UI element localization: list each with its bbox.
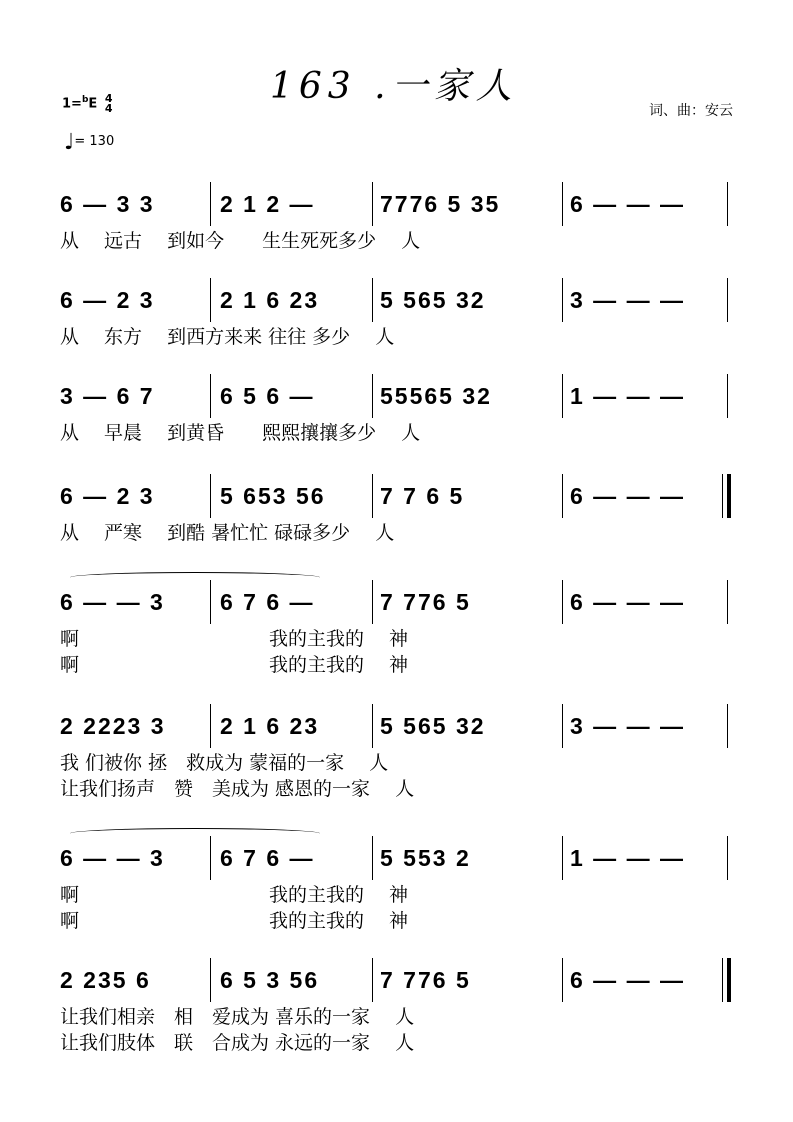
measure: 2 1 2 — — [220, 190, 315, 217]
lyric-line: 啊 我的主我的 神 — [60, 654, 409, 676]
lyric-line: 我 们被你 拯 救成为 蒙福的一家 人 — [60, 752, 389, 774]
lyrics-block — [60, 624, 735, 676]
music-system — [60, 580, 735, 676]
lyric-line: 让我们肢体 联 合成为 永远的一家 人 — [60, 1032, 415, 1054]
lyric-line: 从 严寒 到酷 暑忙忙 碌碌多少 人 — [60, 522, 395, 544]
barline — [562, 958, 563, 1002]
measure: 7776 5 35 — [380, 190, 501, 217]
measure: 1 — — — — [570, 382, 685, 409]
music-system — [60, 374, 735, 444]
measure: 2 1 6 23 — [220, 712, 320, 739]
measure: 55565 32 — [380, 382, 492, 409]
barline — [727, 278, 728, 322]
credits: 词、曲：安云 — [649, 103, 733, 119]
music-system — [60, 278, 735, 348]
barline — [210, 836, 211, 880]
lyrics-block — [60, 880, 735, 932]
notes-row — [60, 704, 735, 748]
barline — [727, 374, 728, 418]
barline — [727, 704, 728, 748]
measure: 7 776 5 — [380, 966, 471, 993]
measure: 5 565 32 — [380, 712, 486, 739]
measure: 6 7 6 — — [220, 844, 315, 871]
measure: 7 776 5 — [380, 588, 471, 615]
barline — [727, 182, 728, 226]
barline — [727, 836, 728, 880]
measure: 6 — — — — [570, 966, 685, 993]
music-system — [60, 474, 735, 544]
lyric-line: 从 早晨 到黄昏 熙熙攘攘多少 人 — [60, 422, 421, 444]
measure: 5 565 32 — [380, 286, 486, 313]
notes-row — [60, 374, 735, 418]
barline — [727, 580, 728, 624]
barline — [562, 836, 563, 880]
barline — [372, 182, 373, 226]
measure: 6 — — 3 — [60, 588, 165, 615]
barline — [210, 474, 211, 518]
lyrics-block — [60, 418, 735, 444]
barline — [562, 182, 563, 226]
measure: 6 — — — — [570, 482, 685, 509]
lyrics-block — [60, 748, 735, 800]
lyric-line: 啊 我的主我的 神 — [60, 884, 409, 906]
tempo-marking — [64, 130, 114, 155]
measure: 6 — — — — [570, 588, 685, 615]
measure: 7 7 6 5 — [380, 482, 465, 509]
tie-arc — [70, 572, 320, 583]
barline — [210, 580, 211, 624]
measure: 6 5 6 — — [220, 382, 315, 409]
barline — [372, 278, 373, 322]
measure: 6 5 3 56 — [220, 966, 320, 993]
lyric-line: 让我们相亲 相 爱成为 喜乐的一家 人 — [60, 1006, 415, 1028]
notes-row — [60, 474, 735, 518]
measure: 2 1 6 23 — [220, 286, 320, 313]
barline — [372, 474, 373, 518]
time-signature: 4 4 — [104, 92, 113, 115]
measure: 6 7 6 — — [220, 588, 315, 615]
barline — [372, 836, 373, 880]
measure: 6 — — — — [570, 190, 685, 217]
lyric-line: 让我们扬声 赞 美成为 感恩的一家 人 — [60, 778, 415, 800]
measure: 2 2223 3 — [60, 712, 166, 739]
measure: 3 — — — — [570, 286, 685, 313]
barline — [562, 374, 563, 418]
barline — [727, 474, 731, 518]
barline — [727, 958, 731, 1002]
lyrics-block — [60, 322, 735, 348]
measure: 6 — 2 3 — [60, 482, 155, 509]
tempo-value: = 130 — [74, 134, 115, 149]
key-note: E — [88, 96, 98, 112]
notes-row — [60, 958, 735, 1002]
lyrics-block — [60, 518, 735, 544]
measure: 5 553 2 — [380, 844, 471, 871]
flat-sign: b — [81, 95, 89, 106]
quarter-note-icon: ♩ — [64, 130, 75, 155]
lyrics-block — [60, 226, 735, 252]
measure: 1 — — — — [570, 844, 685, 871]
measure: 2 235 6 — [60, 966, 151, 993]
music-system — [60, 836, 735, 932]
notes-row — [60, 580, 735, 624]
page-title: 163 .一家人 — [270, 66, 518, 107]
measure: 6 — 2 3 — [60, 286, 155, 313]
key-signature — [62, 94, 112, 114]
lyric-line: 从 远古 到如今 生生死死多少 人 — [60, 230, 421, 252]
music-system — [60, 958, 735, 1054]
barline — [372, 704, 373, 748]
measure: 6 — — 3 — [60, 844, 165, 871]
barline — [210, 374, 211, 418]
lyric-line: 啊 我的主我的 神 — [60, 910, 409, 932]
barline — [210, 704, 211, 748]
barline — [210, 182, 211, 226]
notes-row — [60, 182, 735, 226]
barline — [562, 278, 563, 322]
lyrics-block — [60, 1002, 735, 1054]
measure: 6 — 3 3 — [60, 190, 155, 217]
barline — [562, 474, 563, 518]
measure: 3 — 6 7 — [60, 382, 155, 409]
measure: 3 — — — — [570, 712, 685, 739]
lyric-line: 啊 我的主我的 神 — [60, 628, 409, 650]
barline — [562, 580, 563, 624]
notes-row — [60, 278, 735, 322]
tie-arc — [70, 828, 320, 839]
key-label: 1= — [62, 96, 82, 112]
barline — [372, 374, 373, 418]
notes-row — [60, 836, 735, 880]
barline — [210, 278, 211, 322]
music-system — [60, 182, 735, 252]
barline — [562, 704, 563, 748]
barline — [210, 958, 211, 1002]
barline — [372, 958, 373, 1002]
lyric-line: 从 东方 到西方来来 往往 多少 人 — [60, 326, 395, 348]
barline — [372, 580, 373, 624]
music-system — [60, 704, 735, 800]
measure: 5 653 56 — [220, 482, 326, 509]
